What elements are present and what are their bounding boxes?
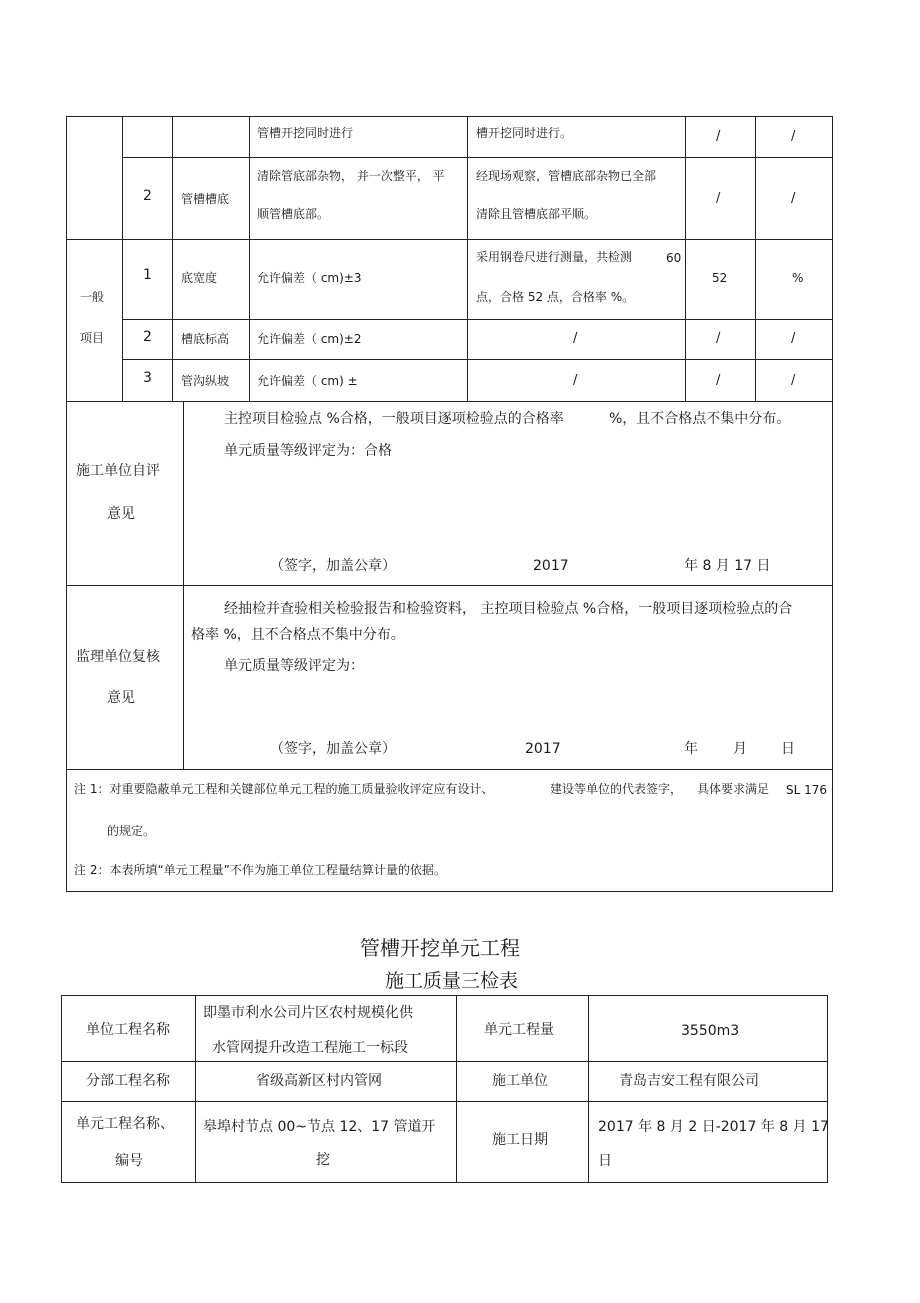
row-a-result: 槽开挖同时进行。 [476,126,573,140]
contractor-label-2: 意见 [107,506,135,522]
row-2-result: / [573,331,578,346]
unit-project-name-value-2: 水管网提升改造工程施工一标段 [212,1040,408,1056]
row-b-no: 2 [143,188,152,204]
table-frame [66,116,833,892]
unit-name-code-value-1: 皋埠村节点 00~节点 12、17 管道开 [203,1119,436,1135]
row-3-result: / [573,373,578,388]
unit-name-code-label-1: 单元工程名称、 [76,1116,174,1132]
supervisor-date-year: 年 [684,741,698,757]
row-2-item: 槽底标高 [181,332,230,346]
row-3-count: / [716,373,721,388]
construction-date-value-1: 2017 年 8 月 2 日-2017 年 8 月 17 [598,1119,829,1135]
contractor-unit-value: 青岛吉安工程有限公司 [619,1073,759,1089]
general-items-label-1: 一般 [80,290,105,304]
contractor-unit-label: 施工单位 [492,1073,548,1089]
supervisor-date-day: 日 [781,741,795,757]
row-a-standard: 管槽开挖同时进行 [257,126,354,140]
construction-date-label: 施工日期 [492,1132,548,1148]
unit-quantity-label: 单元工程量 [484,1022,554,1038]
row-1-result-1b: 60 [666,251,682,265]
row-b-standard-1: 清除管底部杂物， 并一次整平， 平 [257,169,445,183]
row-2-standard: 允许偏差（ cm)±2 [257,332,362,346]
sub-project-name-value: 省级高新区村内管网 [256,1073,382,1089]
row-2-no: 2 [143,329,152,345]
contractor-label-1: 施工单位自评 [76,463,160,479]
note-2: 注 2：本表所填“单元工程量”不作为施工单位工程量结算计量的依据。 [74,863,446,877]
row-1-result-2: 点，合格 52 点，合格率 %。 [476,290,635,304]
construction-date-value-2: 日 [598,1153,612,1169]
row-3-item: 管沟纵坡 [181,374,230,388]
unit-name-code-label-2: 编号 [115,1153,143,1169]
row-a-count: / [716,129,721,144]
note-1-line2: 的规定。 [107,824,156,838]
row-b-standard-2: 顺管槽底部。 [257,207,330,221]
contractor-sign: （签字，加盖公章） [270,558,396,574]
row-1-item: 底宽度 [181,271,218,285]
row-b-item: 管槽槽底 [181,192,230,206]
contractor-text-a: 主控项目检验点 %合格，一般项目逐项检验点的合格率 [224,411,564,427]
unit-quantity-value: 3550m3 [681,1023,740,1039]
row-b-result-1: 经现场观察，管槽底部杂物已全部 [476,169,657,183]
unit-project-name-value-1: 即墨市利水公司片区农村规模化供 [203,1005,413,1021]
contractor-text-b: %，且不合格点不集中分布。 [609,411,791,427]
unit-name-code-value-2: 挖 [316,1152,330,1168]
row-1-rate: % [792,271,804,285]
row-1-count: 52 [712,271,728,285]
row-1-no: 1 [143,267,152,283]
general-items-label-2: 项目 [80,331,105,345]
contractor-year: 2017 [533,558,569,574]
supervisor-year: 2017 [525,741,561,757]
row-a-rate: / [791,129,796,144]
note-1c: 具体要求满足 [697,782,770,796]
supervisor-text-2: 格率 %，且不合格点不集中分布。 [191,627,405,643]
unit-project-name-label: 单位工程名称 [86,1022,170,1038]
note-1b: 建设等单位的代表签字， [550,782,683,796]
row-3-rate: / [791,373,796,388]
doc-title: 管槽开挖单元工程 [360,936,520,960]
doc-subtitle: 施工质量三检表 [385,970,519,992]
note-1a: 注 1：对重要隐蔽单元工程和关键部位单元工程的施工质量验收评定应有设计、 [74,782,494,796]
row-b-result-2: 清除且管槽底部平顺。 [476,207,597,221]
supervisor-text-1: 经抽检并查验相关检验报告和检验资料， 主控项目检验点 %合格，一般项目逐项检验点的合 [224,601,793,617]
supervisor-label-1: 监理单位复核 [76,649,160,665]
supervisor-label-2: 意见 [107,690,135,706]
contractor-grade: 单元质量等级评定为：合格 [224,443,392,459]
row-b-rate: / [791,191,796,206]
row-1-standard: 允许偏差（ cm)±3 [257,271,362,285]
row-3-no: 3 [143,370,152,386]
row-2-rate: / [791,331,796,346]
contractor-date: 年 8 月 17 日 [684,558,771,574]
row-1-result-1a: 采用钢卷尺进行测量，共检测 [476,250,633,264]
row-b-count: / [716,191,721,206]
supervisor-grade: 单元质量等级评定为： [224,658,364,674]
supervisor-date-month: 月 [733,741,747,757]
supervisor-sign: （签字，加盖公章） [270,741,396,757]
row-3-standard: 允许偏差（ cm) ± [257,374,358,388]
note-1d: SL 176 [786,783,828,797]
sub-project-name-label: 分部工程名称 [86,1073,170,1089]
row-2-count: / [716,331,721,346]
